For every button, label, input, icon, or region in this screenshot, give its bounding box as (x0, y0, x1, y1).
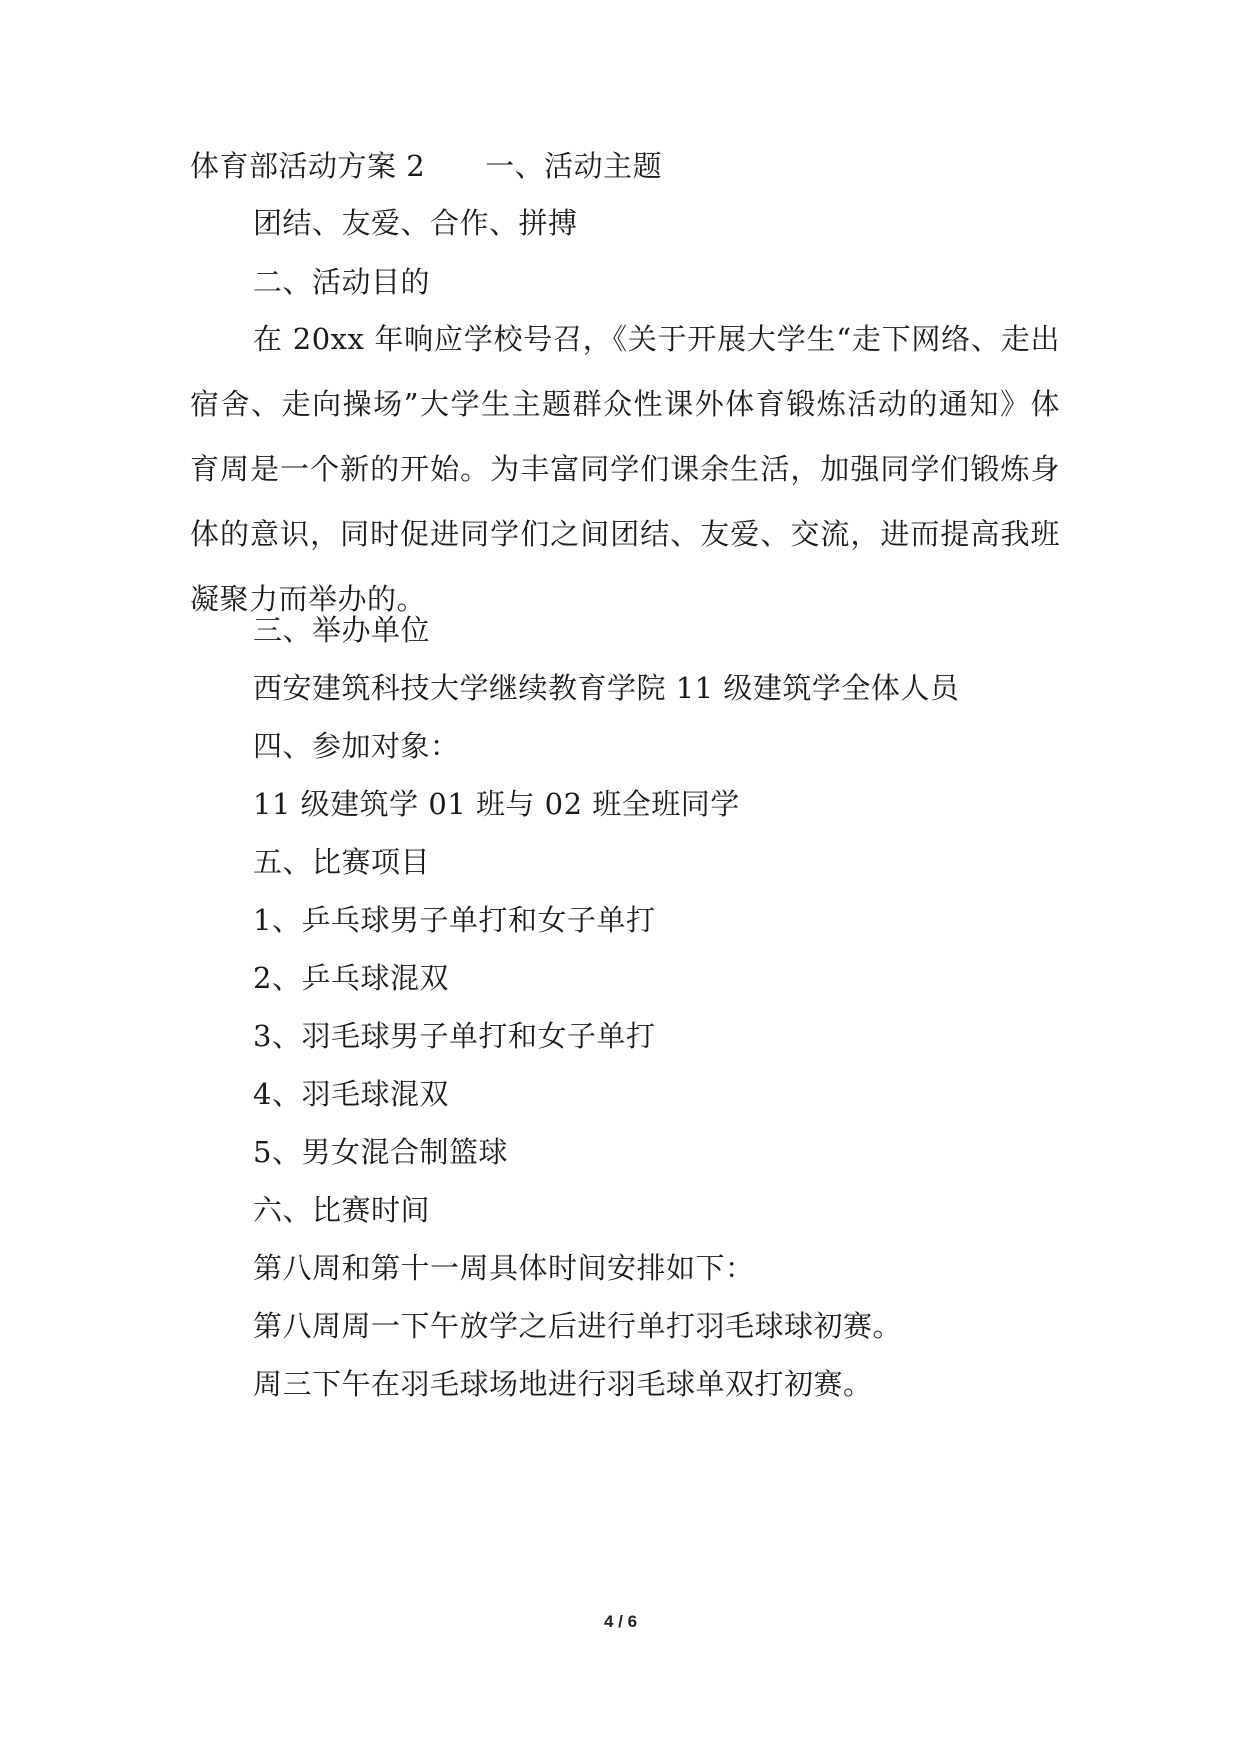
organizer-text: 西安建筑科技大学继续教育学院 11 级建筑学全体人员 (253, 671, 960, 705)
purpose-paragraph: 在 20xx 年响应学校号召，《关于开展大学生“走下网络、走出宿舍、走向操场”大学生主题群众性课外体育锻炼活动的通知》体育周是一个新的开始。为丰富同学们课余生活，加强同学们锻炼身体的意识，同时促进同学们之间团结、友爱、交流，进而提高我班凝聚力而举办的。 (190, 322, 1060, 616)
participants-text: 11 级建筑学 01 班与 02 班全班同学 (253, 787, 740, 821)
page-number: 4 / 6 (603, 1612, 638, 1631)
section-heading-purpose: 二、活动目的 (253, 265, 431, 299)
document-title: 体育部活动方案 2 (190, 149, 426, 183)
section-heading-events: 五、比赛项目 (253, 845, 431, 879)
section-heading-participants: 四、参加对象： (253, 729, 460, 763)
event-item: 2、乒乓球混双 (253, 961, 449, 995)
schedule-text: 第八周和第十一周具体时间安排如下： (253, 1251, 755, 1285)
section-heading-theme: 一、活动主题 (485, 149, 663, 183)
schedule-text: 周三下午在羽毛球场地进行羽毛球单双打初赛。 (253, 1367, 873, 1401)
schedule-text: 第八周周一下午放学之后进行单打羽毛球球初赛。 (253, 1309, 903, 1343)
section-heading-schedule: 六、比赛时间 (253, 1193, 431, 1227)
event-item: 4、羽毛球混双 (253, 1077, 449, 1111)
heading-line (190, 146, 662, 186)
event-item: 3、羽毛球男子单打和女子单打 (253, 1019, 656, 1053)
event-item: 1、乒乓球男子单打和女子单打 (253, 903, 656, 937)
section-heading-organizer: 三、举办单位 (253, 613, 431, 647)
theme-text: 团结、友爱、合作、拼搏 (253, 206, 578, 240)
event-item: 5、男女混合制篮球 (253, 1135, 508, 1169)
